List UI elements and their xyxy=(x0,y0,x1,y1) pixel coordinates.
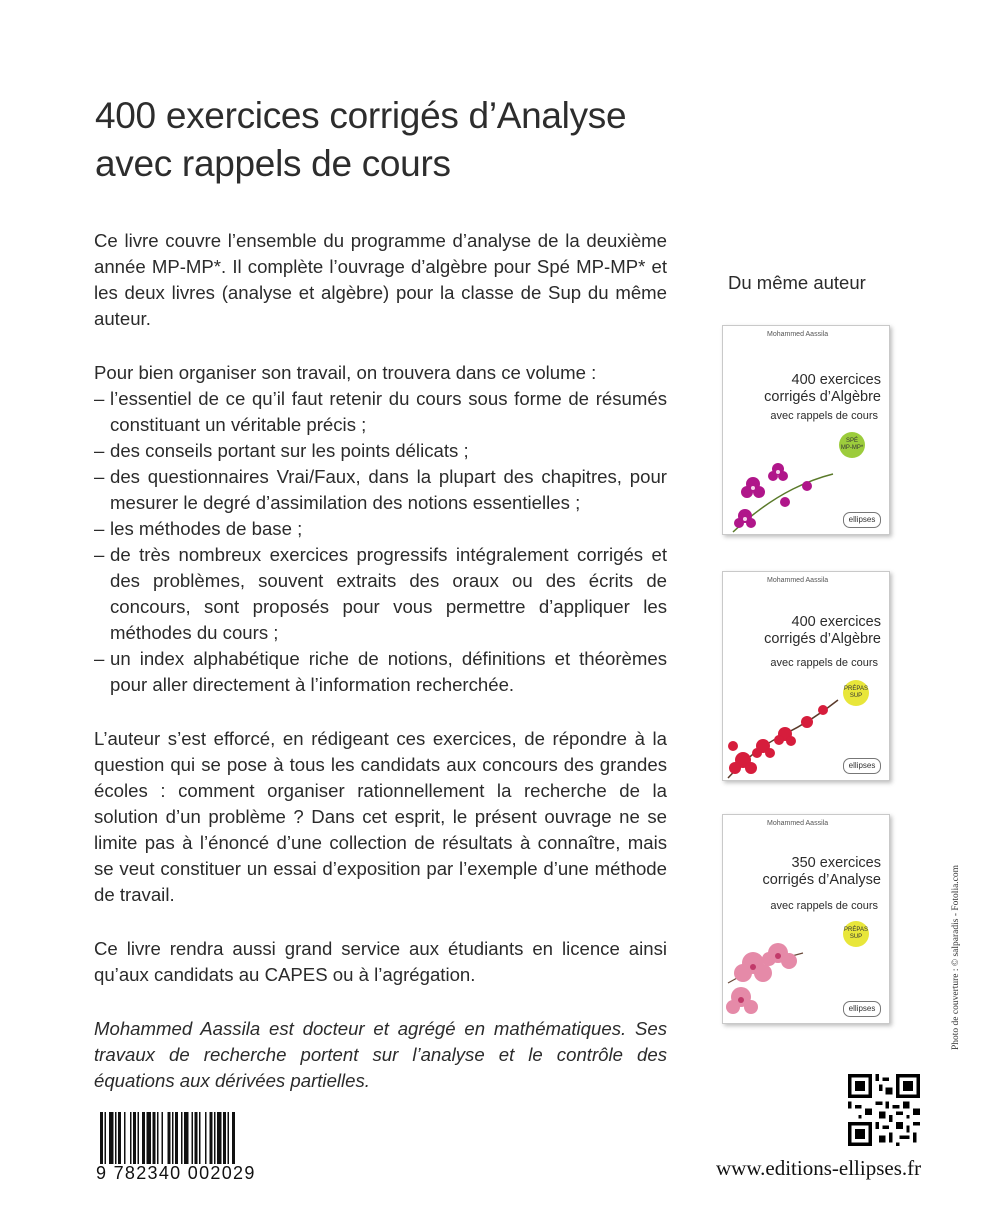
publisher-logo: ellipses xyxy=(843,1001,881,1017)
book-cover-subtitle: avec rappels de cours xyxy=(770,900,878,912)
book-title-line-1: 400 exercices corrigés d’Analyse xyxy=(95,95,627,136)
list-item: – un index alphabétique riche de notions, définitions et théorèmes pour aller directement à l’information recherchée. xyxy=(94,646,667,698)
publisher-logo: ellipses xyxy=(843,512,881,528)
level-badge: PRÉPAS SUP xyxy=(843,680,869,706)
book-cover-title-line: corrigés d’Algèbre xyxy=(764,631,881,647)
audience-paragraph: Ce livre rendra aussi grand service aux étudiants en licence ainsi qu’aux candidats au CAPES ou à l’agrégation. xyxy=(94,938,667,985)
book-cover-title-line: corrigés d’Analyse xyxy=(762,872,881,888)
book-cover-title xyxy=(723,855,881,889)
list-item: – des questionnaires Vrai/Faux, dans la plupart des chapitres, pour mesurer le degré d’assimilation des notions essentielles ; xyxy=(94,464,667,516)
book-cover-title-line: 350 exercices xyxy=(791,855,881,871)
book-cover-title xyxy=(723,614,881,648)
book-title xyxy=(95,92,795,188)
book-author: Mohammed Aassila xyxy=(767,577,829,584)
feature-list xyxy=(94,386,667,698)
orchid-illustration xyxy=(723,680,843,780)
level-badge: PRÉPAS SUP xyxy=(843,921,869,947)
orchid-illustration xyxy=(723,444,843,534)
qr-code-icon[interactable] xyxy=(848,1074,920,1146)
related-book-cover[interactable] xyxy=(722,814,890,1024)
list-item: – de très nombreux exercices progressifs intégralement corrigés et des problèmes, souvent extraits des oraux ou des écrits de concours, sont proposés pour vous permettre d’appliquer les méthodes du cours ; xyxy=(94,542,667,646)
book-author: Mohammed Aassila xyxy=(767,331,829,338)
related-book-cover[interactable] xyxy=(722,571,890,781)
back-cover-text xyxy=(94,228,667,1094)
book-cover-subtitle: avec rappels de cours xyxy=(770,657,878,669)
method-paragraph: L’auteur s’est efforcé, en rédigeant ces exercices, de répondre à la question qui se pose à tous les candidats aux concours des grandes écoles : comment organiser rationnellement la recherche de la solution d’un problème ? Dans cet esprit, le présent ouvrage ne se limite pas à l’énoncé d’une collection de résultats à connaître, mais se veut constituer un essai d’exposition par l’exemple d’une méthode de travail. xyxy=(94,728,667,905)
same-author-heading: Du même auteur xyxy=(728,272,866,293)
list-item: – les méthodes de base ; xyxy=(94,516,667,542)
publisher-website[interactable]: www.editions-ellipses.fr xyxy=(716,1156,922,1180)
book-cover-title-line: corrigés d’Algèbre xyxy=(764,389,881,405)
book-cover-title xyxy=(723,372,881,406)
barcode-icon xyxy=(100,1112,290,1164)
organize-lead: Pour bien organiser son travail, on trouvera dans ce volume : xyxy=(94,362,597,383)
related-book-cover[interactable] xyxy=(722,325,890,535)
orchid-illustration xyxy=(723,923,833,1023)
isbn-number: 9 782340 002029 xyxy=(96,1163,256,1183)
photo-credit: Photo de couverture : © salparadis - Fotolia.com xyxy=(951,864,961,1050)
publisher-logo: ellipses xyxy=(843,758,881,774)
list-item: – l’essentiel de ce qu’il faut retenir du cours sous forme de résumés constituant un véritable précis ; xyxy=(94,386,667,438)
intro-paragraph: Ce livre couvre l’ensemble du programme d’analyse de la deuxième année MP-MP*. Il complète l’ouvrage d’algèbre pour Spé MP-MP* et les deux livres (analyse et algèbre) pour la classe de Sup du même auteur. xyxy=(94,230,667,329)
list-item: – des conseils portant sur les points délicats ; xyxy=(94,438,667,464)
book-author: Mohammed Aassila xyxy=(767,820,829,827)
book-title-line-2: avec rappels de cours xyxy=(95,143,451,184)
book-cover-title-line: 400 exercices xyxy=(791,372,881,388)
book-cover-title-line: 400 exercices xyxy=(791,614,881,630)
book-cover-subtitle: avec rappels de cours xyxy=(770,410,878,422)
author-bio: Mohammed Aassila est docteur et agrégé en mathématiques. Ses travaux de recherche portent sur l’analyse et le contrôle des équations aux dérivées partielles. xyxy=(94,1018,667,1091)
level-badge: SPÉ MP-MP* xyxy=(839,432,865,458)
